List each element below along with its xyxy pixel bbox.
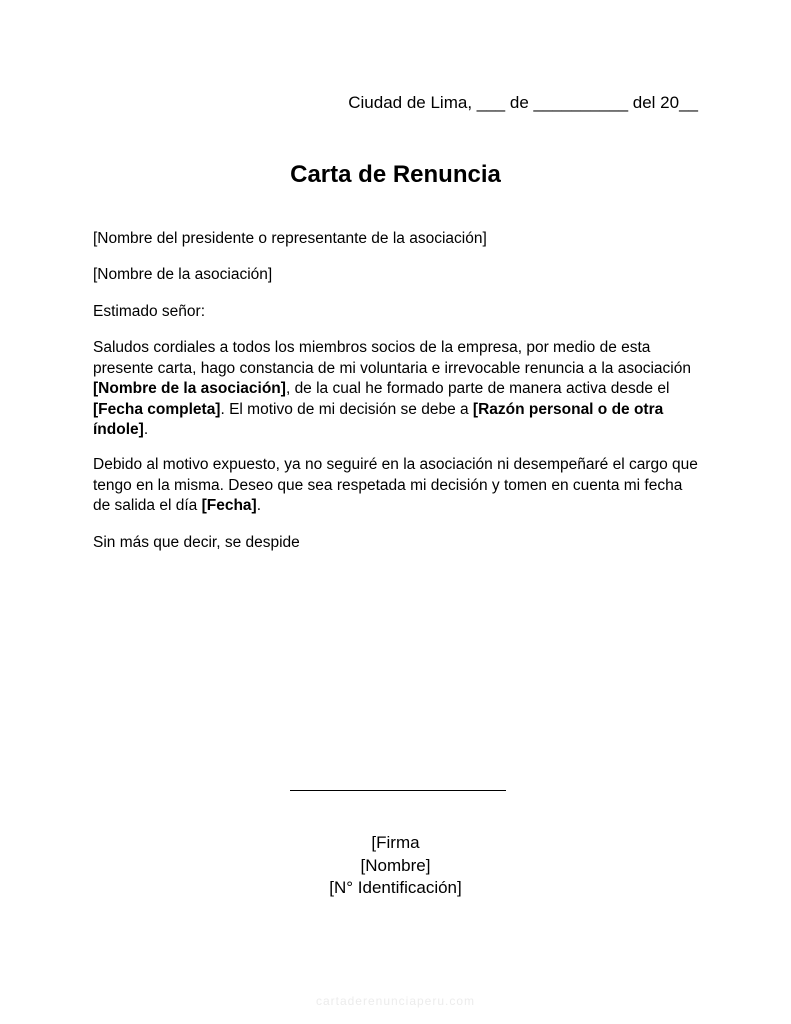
association-line bbox=[93, 265, 699, 286]
placeholder-association-name: [Nombre de la asociación] bbox=[93, 380, 286, 397]
recipient-text: [Nombre del presidente o representante de la asociación] bbox=[93, 230, 487, 247]
association-text: [Nombre de la asociación] bbox=[93, 266, 273, 283]
placeholder-date: [Fecha] bbox=[201, 497, 257, 514]
second-text-2: . bbox=[256, 497, 262, 514]
signature-block bbox=[0, 832, 791, 900]
second-paragraph-text bbox=[93, 455, 699, 517]
main-text-2: , de la cual he formado parte de manera activa desde el bbox=[285, 380, 670, 397]
signature-firma: [Firma bbox=[371, 833, 420, 852]
recipient-line bbox=[93, 229, 699, 250]
second-paragraph bbox=[93, 455, 699, 517]
main-paragraph-text bbox=[93, 338, 699, 441]
signature-nombre: [Nombre] bbox=[360, 855, 431, 875]
greeting bbox=[93, 302, 699, 323]
signature-identificacion: [N° Identificación] bbox=[329, 878, 462, 897]
main-text-4: . bbox=[143, 421, 149, 438]
main-text-1: Saludos cordiales a todos los miembros socios de la empresa, por medio de esta presente carta, hago constancia de mi voluntaria e irrevocable renuncia a la asociación bbox=[93, 339, 691, 377]
second-text-1: Debido al motivo expuesto, ya no seguiré en la asociación ni desempeñaré el cargo que tengo en la misma. Deseo que sea respetada mi decisión y tomen en cuenta mi fecha de salida el día bbox=[93, 456, 698, 514]
document-title: Carta de Renuncia bbox=[290, 161, 501, 188]
watermark: cartaderenunciaperu.com bbox=[315, 994, 476, 1008]
closing-text: Sin más que decir, se despide bbox=[93, 534, 300, 551]
greeting-text: Estimado señor: bbox=[93, 303, 205, 320]
placeholder-full-date: [Fecha completa] bbox=[93, 400, 221, 418]
placeholder-reason: [Razón personal o de otra índole] bbox=[93, 400, 664, 438]
main-text-3: . El motivo de mi decisión se debe a bbox=[220, 400, 473, 418]
closing-line bbox=[93, 533, 699, 554]
main-paragraph bbox=[93, 338, 699, 441]
date-line: Ciudad de Lima, ___ de __________ del 20__ bbox=[348, 93, 698, 112]
signature-line bbox=[290, 790, 506, 791]
